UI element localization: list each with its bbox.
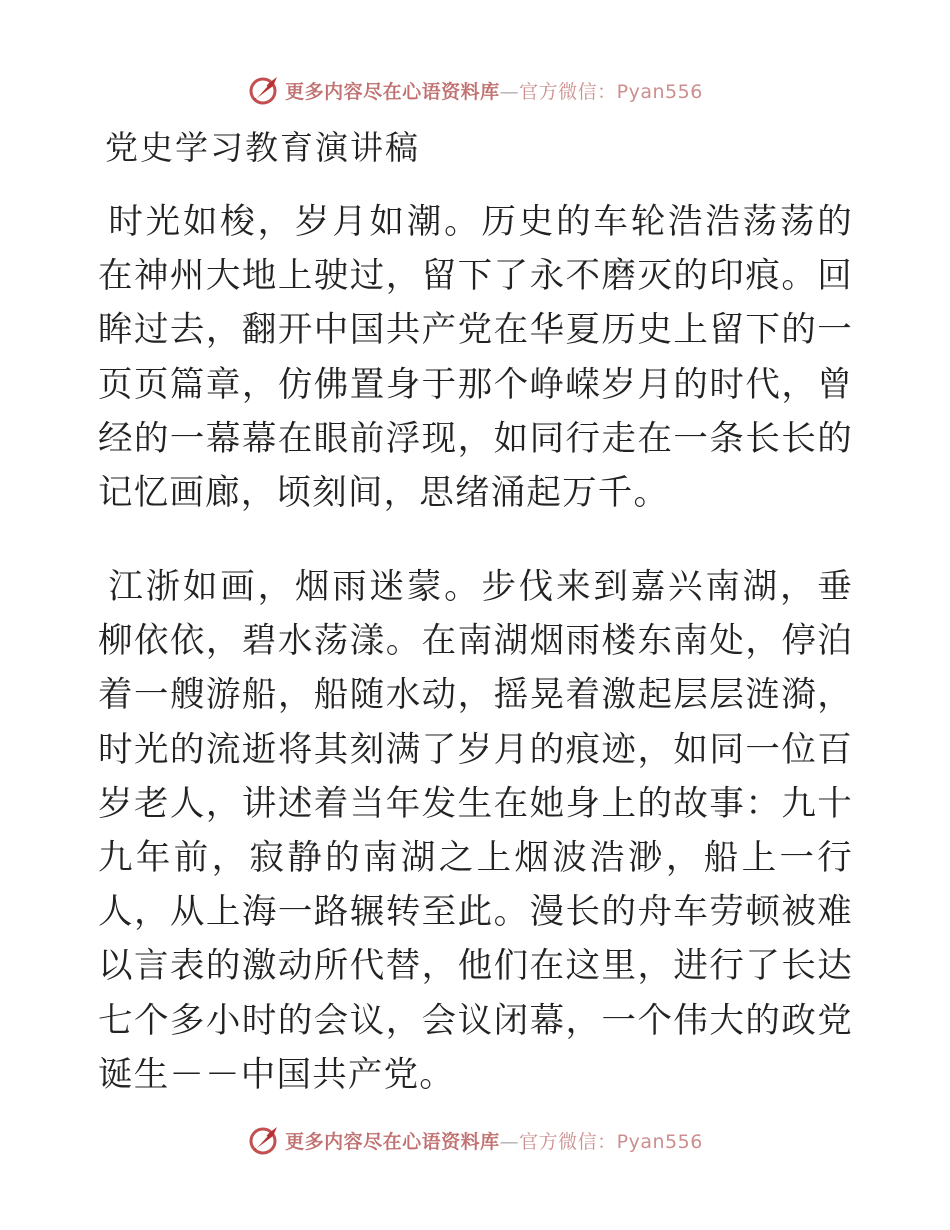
header-watermark-banner <box>0 70 950 110</box>
document-title: 党史学习教育演讲稿 <box>105 128 420 167</box>
header-separator: — <box>499 80 520 103</box>
footer-brand-text: 更多内容尽在心语资料库 <box>285 1130 500 1153</box>
footer-account-text: 官方微信：Pyan556 <box>519 1130 703 1153</box>
header-account-text: 官方微信：Pyan556 <box>519 80 703 103</box>
quill-logo-icon <box>247 73 281 107</box>
footer-separator: — <box>499 1130 520 1153</box>
footer-watermark-banner <box>0 1120 950 1160</box>
body-paragraph-2: 江浙如画，烟雨迷蒙。步伐来到嘉兴南湖，垂柳依依，碧水荡漾。在南湖烟雨楼东南处，停泊着一艘游船，船随水动，摇晃着激起层层涟漪，时光的流逝将其刻满了岁月的痕迹，如同一位百岁老人，讲述着当年发生在她身上的故事：九十九年前，寂静的南湖之上烟波浩渺，船上一行人，从上海一路辗转至此。漫长的舟车劳顿被难以言表的激动所代替，他们在这里，进行了长达七个多小时的会议，会议闭幕，一个伟大的政党诞生－－中国共产党。 <box>98 567 853 1095</box>
footer-watermark-text <box>285 1127 703 1154</box>
header-brand-text: 更多内容尽在心语资料库 <box>285 80 500 103</box>
quill-logo-icon <box>247 1123 281 1157</box>
body-paragraph-1: 时光如梭，岁月如潮。历史的车轮浩浩荡荡的在神州大地上驶过，留下了永不磨灭的印痕。回眸过去，翻开中国共产党在华夏历史上留下的一页页篇章，仿佛置身于那个峥嵘岁月的时代，曾经的一幕幕在眼前浮现，如同行走在一条长长的记忆画廊，顷刻间，思绪涌起万千。 <box>98 202 853 514</box>
header-watermark-text <box>285 77 703 104</box>
